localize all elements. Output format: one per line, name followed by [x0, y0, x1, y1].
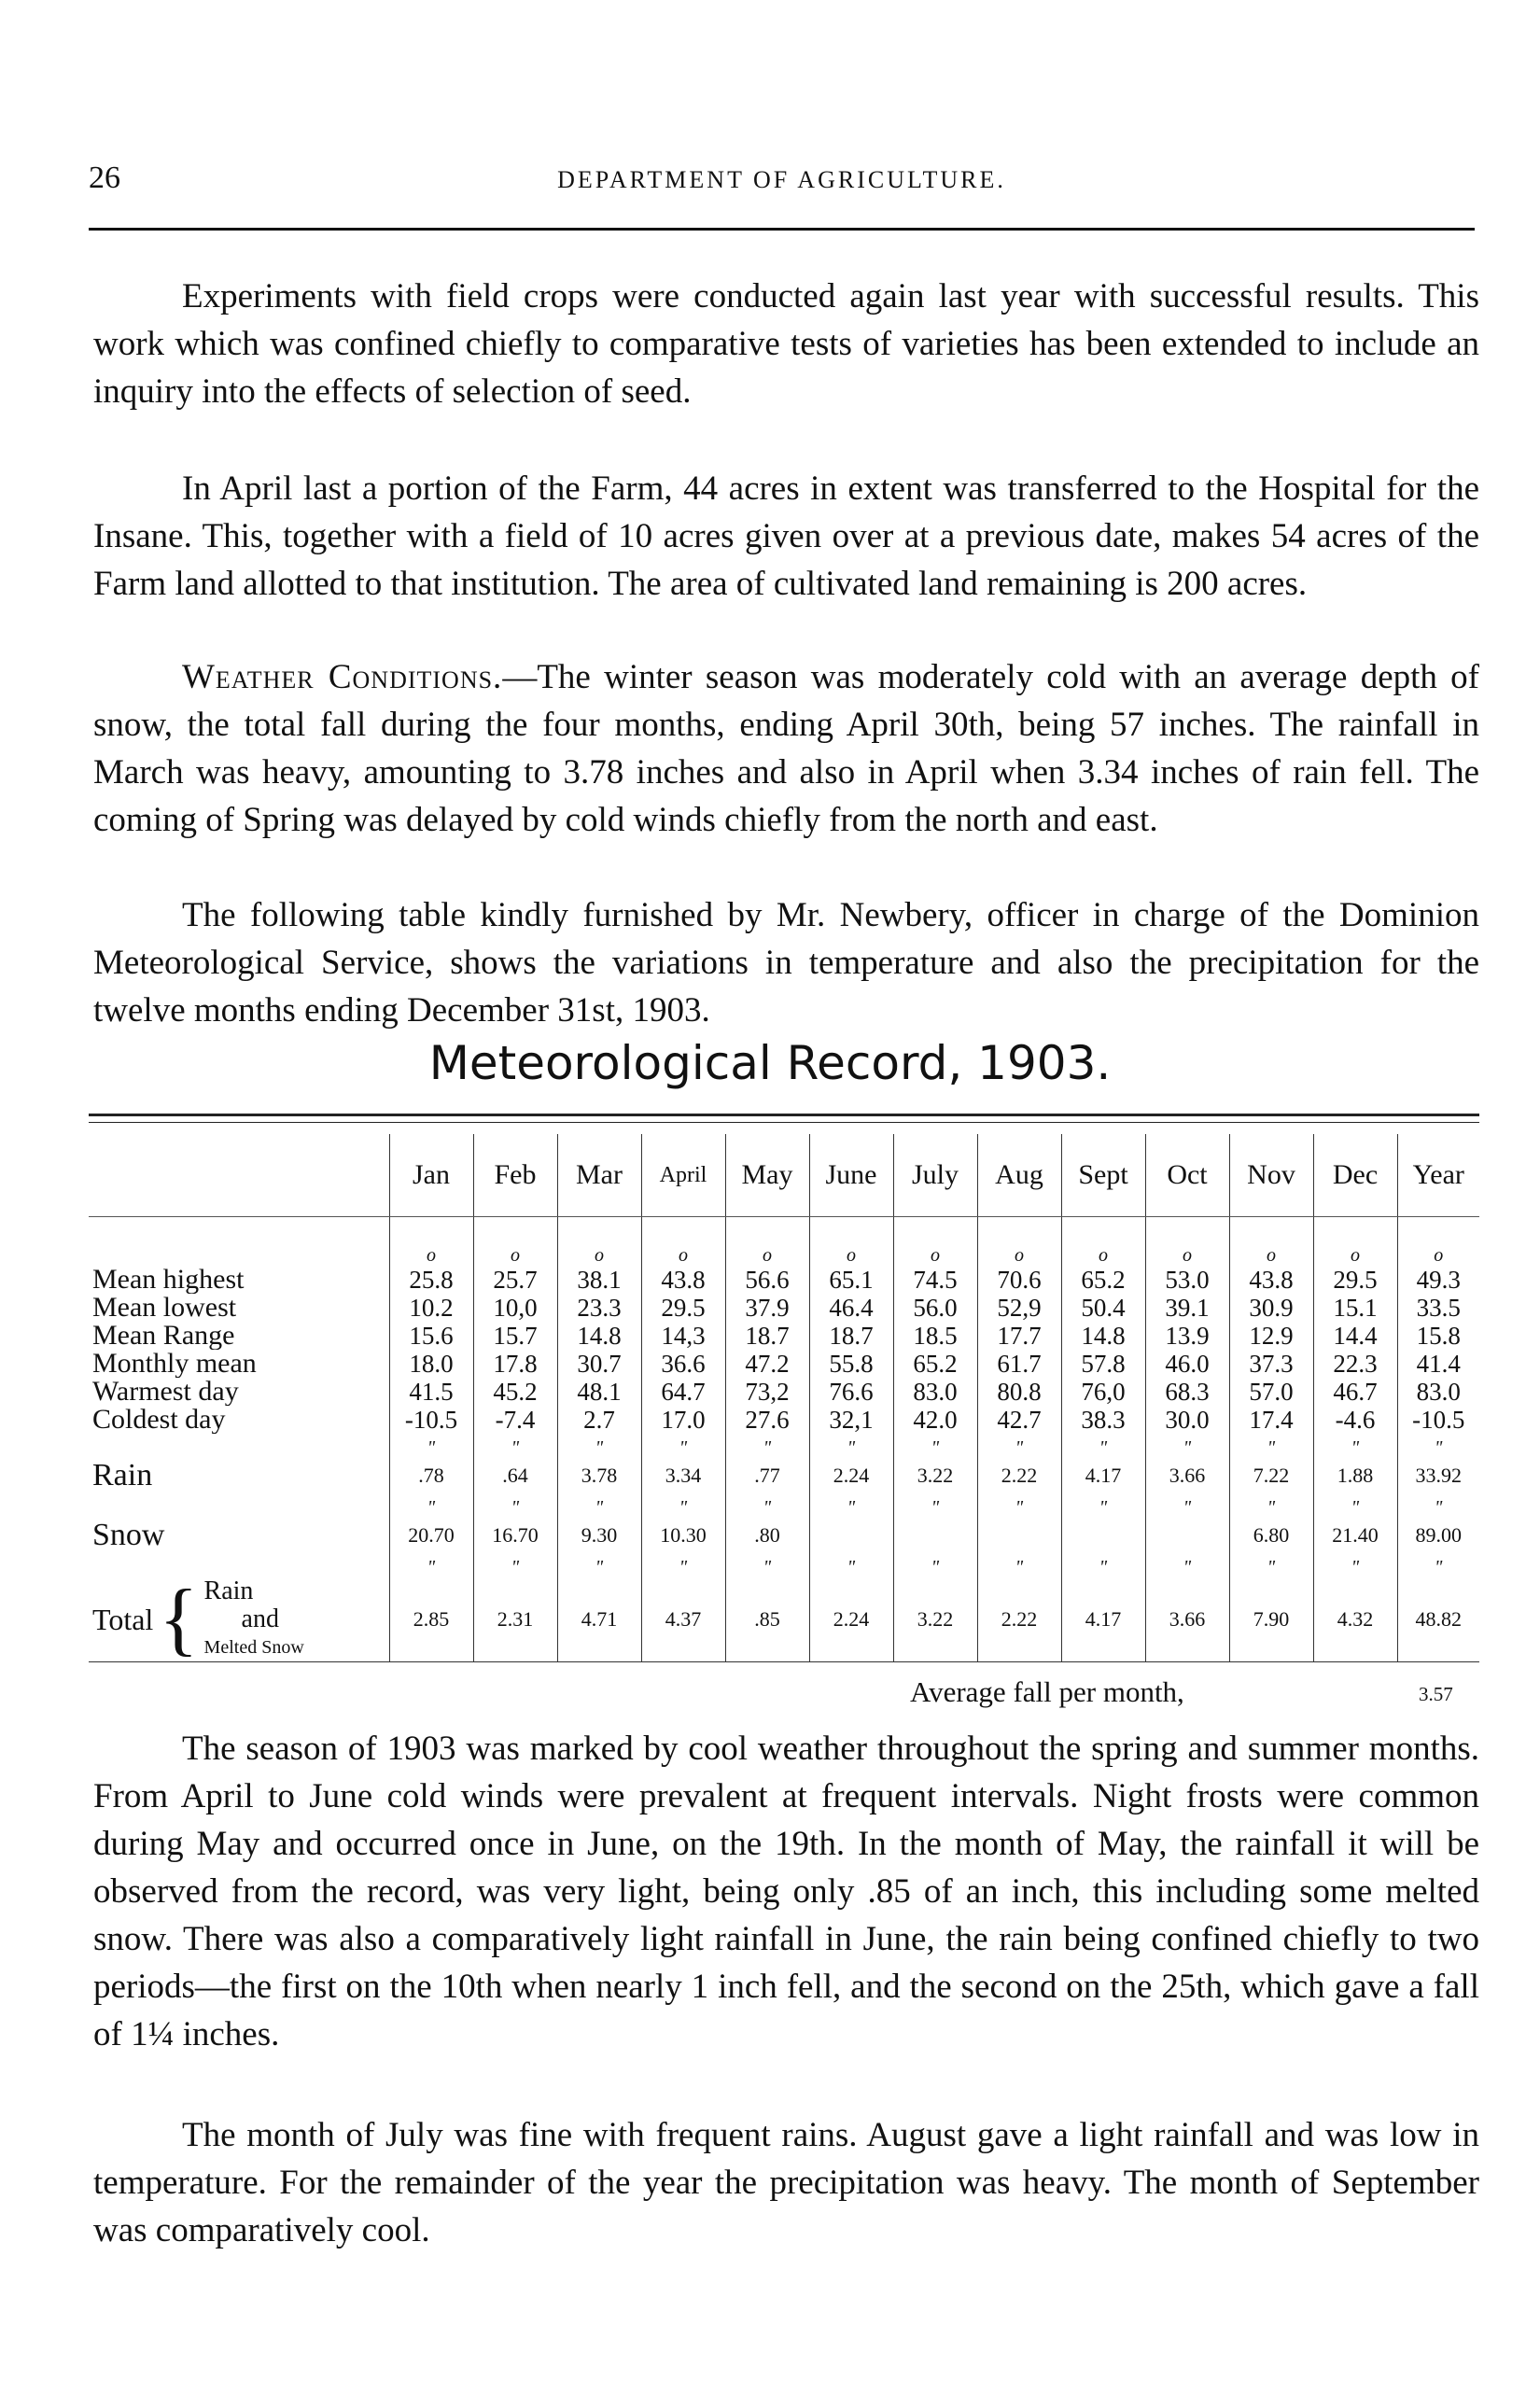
snow-cell: 89.00	[1397, 1518, 1479, 1553]
spacer-cell	[89, 1434, 389, 1458]
temperature-cell: 17.7	[977, 1322, 1061, 1350]
inch-mark: "	[1313, 1434, 1397, 1458]
inch-mark: "	[1313, 1493, 1397, 1518]
inch-mark: "	[641, 1553, 725, 1577]
temperature-cell: 41.5	[389, 1378, 473, 1406]
column-header: Nov	[1229, 1134, 1313, 1217]
degree-mark: o	[557, 1217, 641, 1267]
column-header: May	[725, 1134, 809, 1217]
temperature-cell: 80.8	[977, 1378, 1061, 1406]
inch-mark: "	[1397, 1493, 1479, 1518]
row-label: Warmest day	[92, 1378, 239, 1406]
paragraph-july: The month of July was fine with frequent rains. August gave a light rainfall and was low in temperature. For the remainder of the year the precipitation was heavy. The month of September was comparatively cool.	[93, 2116, 1479, 2249]
snow-cell	[1145, 1518, 1229, 1553]
temperature-cell: 13.9	[1145, 1322, 1229, 1350]
total-sublabel: and	[241, 1604, 279, 1633]
inch-mark: "	[473, 1493, 557, 1518]
snow-row	[89, 1518, 1479, 1553]
inch-mark-row	[89, 1493, 1479, 1518]
inch-mark: "	[1145, 1493, 1229, 1518]
temperature-cell: 64.7	[641, 1378, 725, 1406]
column-header: April	[641, 1134, 725, 1217]
inch-mark: "	[809, 1493, 893, 1518]
degree-mark: o	[809, 1217, 893, 1267]
temperature-cell: 61.7	[977, 1350, 1061, 1378]
column-header: July	[893, 1134, 977, 1217]
temperature-cell: 43.8	[641, 1266, 725, 1294]
temperature-cell: 57.8	[1061, 1350, 1145, 1378]
temperature-cell: 17.0	[641, 1406, 725, 1434]
temperature-cell: 37.9	[725, 1294, 809, 1322]
rain-cell: 3.22	[893, 1458, 977, 1493]
page-number: 26	[89, 161, 120, 195]
temperature-cell: 38.3	[1061, 1406, 1145, 1434]
inch-mark: "	[473, 1553, 557, 1577]
rain-cell: 7.22	[1229, 1458, 1313, 1493]
snow-cell: 6.80	[1229, 1518, 1313, 1553]
inch-mark-row	[89, 1553, 1479, 1577]
temperature-cell: 22.3	[1313, 1350, 1397, 1378]
temperature-cell: 29.5	[1313, 1266, 1397, 1294]
temperature-cell: 42.7	[977, 1406, 1061, 1434]
total-row	[89, 1577, 1479, 1662]
temperature-cell: 18.5	[893, 1322, 977, 1350]
temperature-cell: 76.6	[809, 1378, 893, 1406]
temperature-cell: 56.0	[893, 1294, 977, 1322]
corner-cell	[89, 1134, 389, 1217]
degree-mark: o	[977, 1217, 1061, 1267]
temperature-cell: 14.4	[1313, 1322, 1397, 1350]
total-cell: .85	[725, 1577, 809, 1662]
temperature-cell: 48.1	[557, 1378, 641, 1406]
paragraph-field-crops: Experiments with field crops were conducted again last year with successful results. This work which was confined chiefly to comparative tests of varieties has been extended to include an inquiry into the effects of selection of seed.	[93, 277, 1479, 411]
temperature-cell: 36.6	[641, 1350, 725, 1378]
inch-mark: "	[725, 1434, 809, 1458]
total-cell: 3.22	[893, 1577, 977, 1662]
temperature-row	[89, 1294, 1479, 1322]
weather-body: —The winter season was moderately cold with an average depth of snow, the total fall during the four months, ending April 30th, being 57 inches. The rainfall in March was heavy, amounting to 3.78 inches and also in April when 3.34 inches of rain fell. The coming of Spring was delayed by cold winds chiefly from the north and east.	[93, 658, 1479, 839]
temperature-row	[89, 1350, 1479, 1378]
inch-mark: "	[389, 1493, 473, 1518]
temperature-cell: 56.6	[725, 1266, 809, 1294]
degree-mark: o	[641, 1217, 725, 1267]
temperature-cell: 73,2	[725, 1378, 809, 1406]
inch-mark: "	[809, 1434, 893, 1458]
total-cell: 3.66	[1145, 1577, 1229, 1662]
temperature-cell: 43.8	[1229, 1266, 1313, 1294]
temperature-cell: 37.3	[1229, 1350, 1313, 1378]
temperature-row	[89, 1406, 1479, 1434]
rain-cell: .78	[389, 1458, 473, 1493]
temperature-cell: 41.4	[1397, 1350, 1479, 1378]
average-fall-label: Average fall per month,	[910, 1675, 1184, 1708]
rain-cell: 33.92	[1397, 1458, 1479, 1493]
row-label: Rain	[92, 1458, 153, 1492]
brace-glyph: {	[159, 1577, 199, 1662]
temperature-cell: 17.8	[473, 1350, 557, 1378]
inch-mark: "	[893, 1493, 977, 1518]
temperature-cell: -10.5	[389, 1406, 473, 1434]
meteorological-table	[89, 1134, 1479, 1662]
degree-mark: o	[1229, 1217, 1313, 1267]
running-head: DEPARTMENT OF AGRICULTURE.	[557, 166, 1006, 193]
temperature-cell: 68.3	[1145, 1378, 1229, 1406]
inch-mark: "	[641, 1434, 725, 1458]
total-cell: 2.85	[389, 1577, 473, 1662]
inch-mark: "	[1061, 1493, 1145, 1518]
temperature-cell: 14,3	[641, 1322, 725, 1350]
table-top-rule	[89, 1114, 1479, 1116]
row-label: Mean Range	[92, 1322, 235, 1350]
temperature-cell: 25.8	[389, 1266, 473, 1294]
inch-mark: "	[1145, 1553, 1229, 1577]
degree-mark: o	[473, 1217, 557, 1267]
temperature-cell: 46.7	[1313, 1378, 1397, 1406]
temperature-cell: 83.0	[893, 1378, 977, 1406]
total-cell: 2.22	[977, 1577, 1061, 1662]
degree-mark: o	[1145, 1217, 1229, 1267]
temperature-cell: -4.6	[1313, 1406, 1397, 1434]
temperature-cell: 39.1	[1145, 1294, 1229, 1322]
inch-mark: "	[1313, 1553, 1397, 1577]
total-label-text: Total	[92, 1602, 154, 1636]
degree-mark: o	[389, 1217, 473, 1267]
rain-cell: 3.34	[641, 1458, 725, 1493]
total-sublabel: Rain	[203, 1577, 254, 1605]
column-header: Aug	[977, 1134, 1061, 1217]
inch-mark: "	[1229, 1493, 1313, 1518]
rain-cell: 2.24	[809, 1458, 893, 1493]
inch-mark: "	[977, 1553, 1061, 1577]
column-header: Sept	[1061, 1134, 1145, 1217]
total-cell: 2.31	[473, 1577, 557, 1662]
row-label: Monthly mean	[92, 1350, 257, 1378]
temperature-cell: 14.8	[1061, 1322, 1145, 1350]
temperature-cell: 55.8	[809, 1350, 893, 1378]
rain-row	[89, 1458, 1479, 1493]
temperature-row	[89, 1322, 1479, 1350]
header-row	[89, 1134, 1479, 1217]
temperature-cell: 2.7	[557, 1406, 641, 1434]
inch-mark: "	[893, 1434, 977, 1458]
rain-cell: 1.88	[1313, 1458, 1397, 1493]
temperature-cell: 32,1	[809, 1406, 893, 1434]
temperature-cell: 10,0	[473, 1294, 557, 1322]
degree-mark: o	[1397, 1217, 1479, 1267]
rain-cell: .77	[725, 1458, 809, 1493]
temperature-cell: 18.0	[389, 1350, 473, 1378]
inch-mark: "	[893, 1553, 977, 1577]
inch-mark-row	[89, 1434, 1479, 1458]
temperature-cell: 15.1	[1313, 1294, 1397, 1322]
spacer-cell	[89, 1553, 389, 1577]
inch-mark: "	[1397, 1434, 1479, 1458]
row-label: Snow	[92, 1518, 165, 1552]
rain-cell: 2.22	[977, 1458, 1061, 1493]
inch-mark: "	[977, 1434, 1061, 1458]
weather-heading: Weather Conditions.	[182, 658, 503, 696]
temperature-cell: -7.4	[473, 1406, 557, 1434]
rain-cell: 3.78	[557, 1458, 641, 1493]
column-header: Oct	[1145, 1134, 1229, 1217]
header-rule	[89, 228, 1475, 231]
temperature-cell: 76,0	[1061, 1378, 1145, 1406]
temperature-cell: 74.5	[893, 1266, 977, 1294]
temperature-cell: 15.8	[1397, 1322, 1479, 1350]
column-header: Jan	[389, 1134, 473, 1217]
snow-cell: 16.70	[473, 1518, 557, 1553]
temperature-cell: 17.4	[1229, 1406, 1313, 1434]
column-header: June	[809, 1134, 893, 1217]
temperature-row	[89, 1266, 1479, 1294]
temperature-row	[89, 1378, 1479, 1406]
inch-mark: "	[1061, 1434, 1145, 1458]
inch-mark: "	[725, 1553, 809, 1577]
total-cell: 48.82	[1397, 1577, 1479, 1662]
column-header: Dec	[1313, 1134, 1397, 1217]
snow-cell: 20.70	[389, 1518, 473, 1553]
temperature-cell: 46.4	[809, 1294, 893, 1322]
degree-mark: o	[1313, 1217, 1397, 1267]
inch-mark: "	[557, 1553, 641, 1577]
temperature-cell: 25.7	[473, 1266, 557, 1294]
total-cell: 7.90	[1229, 1577, 1313, 1662]
inch-mark: "	[1229, 1553, 1313, 1577]
spacer-cell	[89, 1493, 389, 1518]
total-cell: 4.37	[641, 1577, 725, 1662]
inch-mark: "	[725, 1493, 809, 1518]
temperature-cell: 30.0	[1145, 1406, 1229, 1434]
paragraph-season-1903: The season of 1903 was marked by cool weather throughout the spring and summer months. From April to June cold winds were prevalent at frequent intervals. Night frosts were common during May and occurred once in June, on the 19th. In the month of May, the rainfall it will be observed from the record, was very light, being only .85 of an inch, this including some melted snow. There was also a comparatively light rainfall in June, the rain being confined chiefly to two periods—the first on the 10th when nearly 1 inch fell, and the second on the 25th, which gave a fall of 1¼ inches.	[93, 1730, 1479, 2053]
inch-mark: "	[1229, 1434, 1313, 1458]
paragraph-weather	[93, 653, 1479, 844]
inch-mark: "	[977, 1493, 1061, 1518]
snow-cell	[893, 1518, 977, 1553]
temperature-cell: 18.7	[809, 1322, 893, 1350]
temperature-cell: 53.0	[1145, 1266, 1229, 1294]
temperature-cell: 65.2	[893, 1350, 977, 1378]
total-cell: 4.32	[1313, 1577, 1397, 1662]
temperature-cell: 45.2	[473, 1378, 557, 1406]
temperature-cell: 70.6	[977, 1266, 1061, 1294]
inch-mark: "	[557, 1434, 641, 1458]
row-label: Mean highest	[92, 1266, 245, 1294]
rain-cell: .64	[473, 1458, 557, 1493]
inch-mark: "	[809, 1553, 893, 1577]
inch-mark: "	[1397, 1553, 1479, 1577]
temperature-cell: 30.9	[1229, 1294, 1313, 1322]
row-label: Coldest day	[92, 1406, 226, 1434]
total-cell: 4.71	[557, 1577, 641, 1662]
degree-mark: o	[725, 1217, 809, 1267]
temperature-cell: 38.1	[557, 1266, 641, 1294]
temperature-cell: -10.5	[1397, 1406, 1479, 1434]
snow-cell	[1061, 1518, 1145, 1553]
table-title: Meteorological Record, 1903.	[428, 1036, 1112, 1090]
snow-cell: 9.30	[557, 1518, 641, 1553]
column-header: Feb	[473, 1134, 557, 1217]
snow-cell	[977, 1518, 1061, 1553]
inch-mark: "	[389, 1553, 473, 1577]
temperature-cell: 65.1	[809, 1266, 893, 1294]
temperature-cell: 57.0	[1229, 1378, 1313, 1406]
degree-mark: o	[893, 1217, 977, 1267]
inch-mark: "	[1145, 1434, 1229, 1458]
total-sublabel: Melted Snow	[203, 1637, 304, 1658]
page-header	[89, 161, 1475, 198]
temperature-cell: 29.5	[641, 1294, 725, 1322]
inch-mark: "	[473, 1434, 557, 1458]
average-fall-value: 3.57	[1419, 1683, 1453, 1705]
total-cell: 2.24	[809, 1577, 893, 1662]
row-label: Mean lowest	[92, 1294, 237, 1322]
temperature-cell: 18.7	[725, 1322, 809, 1350]
total-cell: 4.17	[1061, 1577, 1145, 1662]
temperature-cell: 52,9	[977, 1294, 1061, 1322]
temperature-cell: 15.6	[389, 1322, 473, 1350]
snow-cell: 10.30	[641, 1518, 725, 1553]
temperature-cell: 23.3	[557, 1294, 641, 1322]
temperature-cell: 50.4	[1061, 1294, 1145, 1322]
temperature-cell: 15.7	[473, 1322, 557, 1350]
temperature-cell: 46.0	[1145, 1350, 1229, 1378]
snow-cell	[809, 1518, 893, 1553]
temperature-cell: 65.2	[1061, 1266, 1145, 1294]
inch-mark: "	[557, 1493, 641, 1518]
paragraph-table-intro: The following table kindly furnished by Mr. Newbery, officer in charge of the Dominion Meteorological Service, shows the variations in temperature and also the precipitation for the twelve months ending December 31st, 1903.	[93, 896, 1479, 1030]
degree-mark: o	[1061, 1217, 1145, 1267]
temperature-cell: 42.0	[893, 1406, 977, 1434]
temperature-cell: 10.2	[389, 1294, 473, 1322]
column-header: Year	[1397, 1134, 1479, 1217]
temperature-cell: 49.3	[1397, 1266, 1479, 1294]
paragraph-hospital-land: In April last a portion of the Farm, 44 acres in extent was transferred to the Hospital for the Insane. This, together with a field of 10 acres given over at a previous date, makes 54 acres of the Farm land allotted to that institution. The area of cultivated land remaining is 200 acres.	[93, 469, 1479, 603]
temperature-cell: 27.6	[725, 1406, 809, 1434]
temperature-cell: 83.0	[1397, 1378, 1479, 1406]
rain-cell: 4.17	[1061, 1458, 1145, 1493]
snow-cell: .80	[725, 1518, 809, 1553]
degree-mark-row	[89, 1217, 1479, 1267]
column-header: Mar	[557, 1134, 641, 1217]
snow-cell: 21.40	[1313, 1518, 1397, 1553]
temperature-cell: 14.8	[557, 1322, 641, 1350]
temperature-cell: 12.9	[1229, 1322, 1313, 1350]
rain-cell: 3.66	[1145, 1458, 1229, 1493]
inch-mark: "	[1061, 1553, 1145, 1577]
temperature-cell: 33.5	[1397, 1294, 1479, 1322]
temperature-cell: 47.2	[725, 1350, 809, 1378]
table-top-rule-thin	[89, 1122, 1479, 1123]
total-label	[89, 1577, 389, 1662]
inch-mark: "	[389, 1434, 473, 1458]
temperature-cell: 30.7	[557, 1350, 641, 1378]
inch-mark: "	[641, 1493, 725, 1518]
